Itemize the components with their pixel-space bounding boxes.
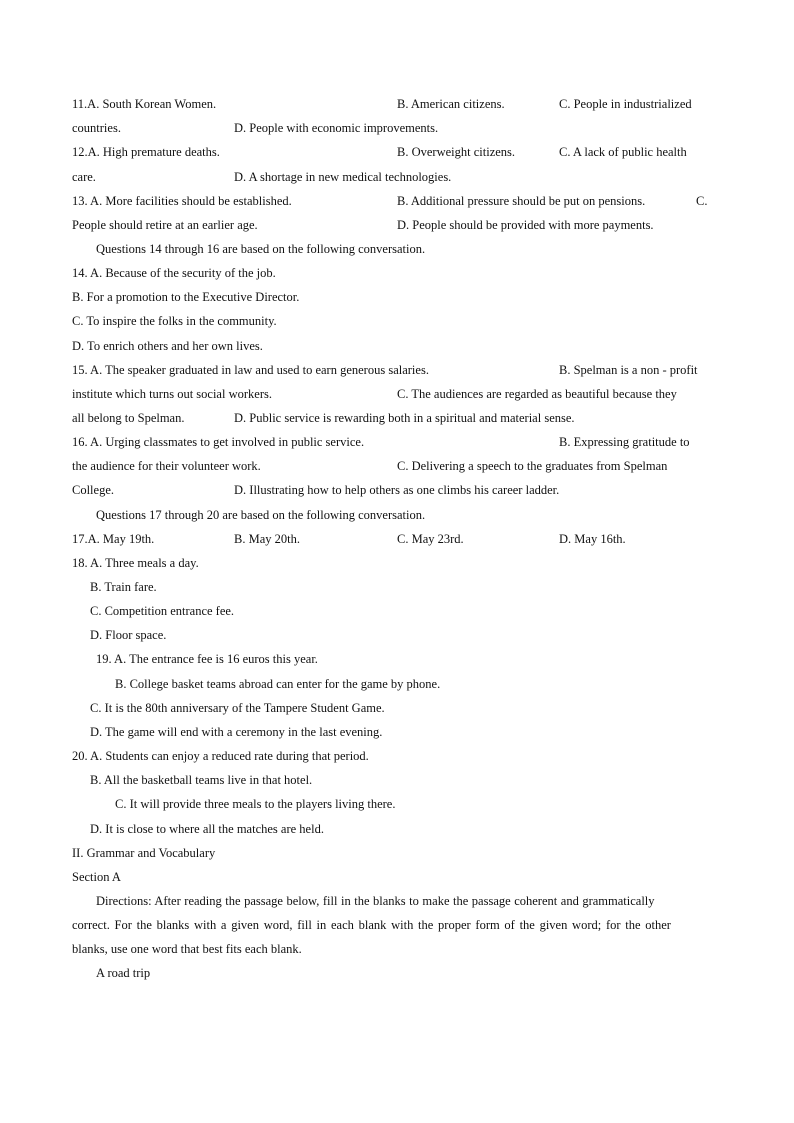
passage-title: A road trip xyxy=(96,966,151,980)
question-14-option-a xyxy=(0,264,794,282)
q12-option-a: 12.A. High premature deaths. xyxy=(72,145,220,159)
q12-option-b: B. Overweight citizens. xyxy=(397,145,516,159)
q17-option-a: 17.A. May 19th. xyxy=(72,532,155,546)
q11-option-b: B. American citizens. xyxy=(397,97,505,111)
q18-option-d: D. Floor space. xyxy=(90,628,167,642)
question-17-line xyxy=(0,530,794,548)
question-20-option-d xyxy=(0,820,794,838)
section-note-17-20 xyxy=(0,506,794,524)
q16-option-c: C. Delivering a speech to the graduates from Spelman xyxy=(397,459,668,473)
q18-option-a: 18. A. Three meals a day. xyxy=(72,556,199,570)
section-a-title: Section A xyxy=(72,870,121,884)
q17-option-b: B. May 20th. xyxy=(234,532,300,546)
question-16-line-1 xyxy=(0,433,794,451)
q11-option-d: D. People with economic improvements. xyxy=(234,121,439,135)
q14-option-c: C. To inspire the folks in the community. xyxy=(72,314,277,328)
q14-option-d: D. To enrich others and her own lives. xyxy=(72,339,263,353)
question-15-line-3 xyxy=(0,409,794,427)
q18-option-b: B. Train fare. xyxy=(90,580,157,594)
q12-option-d: D. A shortage in new medical technologies. xyxy=(234,170,452,184)
question-18-option-c xyxy=(0,602,794,620)
q13-option-b: B. Additional pressure should be put on pensions. xyxy=(397,194,646,208)
question-18-option-d xyxy=(0,626,794,644)
question-11-line-2 xyxy=(0,119,794,137)
q15-option-b: B. Spelman is a non - profit xyxy=(559,363,698,377)
question-15-line-2 xyxy=(0,385,794,403)
question-12-line-1 xyxy=(0,143,794,161)
q17-option-d: D. May 16th. xyxy=(559,532,626,546)
directions-text-3: blanks, use one word that best fits each blank. xyxy=(72,942,302,956)
question-19-option-d xyxy=(0,723,794,741)
question-14-option-d xyxy=(0,337,794,355)
q16-option-d: D. Illustrating how to help others as one climbs his career ladder. xyxy=(234,483,560,497)
q13-option-d: D. People should be provided with more payments. xyxy=(397,218,654,232)
q13-option-c: People should retire at an earlier age. xyxy=(72,218,258,232)
q20-option-b: B. All the basketball teams live in that hotel. xyxy=(90,773,313,787)
q13-option-a: 13. A. More facilities should be established. xyxy=(72,194,292,208)
section-note-text: Questions 14 through 16 are based on the following conversation. xyxy=(96,242,426,256)
section-note-text: Questions 17 through 20 are based on the following conversation. xyxy=(96,508,426,522)
question-18-option-a xyxy=(0,554,794,572)
question-16-line-3 xyxy=(0,481,794,499)
q15-option-c-cont: all belong to Spelman. xyxy=(72,411,185,425)
q19-option-d: D. The game will end with a ceremony in the last evening. xyxy=(90,725,383,739)
q14-option-b: B. For a promotion to the Executive Director. xyxy=(72,290,300,304)
question-19-option-a xyxy=(0,650,794,668)
section-heading xyxy=(0,868,794,886)
q17-option-c: C. May 23rd. xyxy=(397,532,464,546)
q16-option-b: B. Expressing gratitude to xyxy=(559,435,690,449)
directions-text-2: correct. For the blanks with a given word, fill in each blank with the proper form of the given word; for the other xyxy=(72,918,671,932)
q11-option-a: 11.A. South Korean Women. xyxy=(72,97,217,111)
q14-option-a: 14. A. Because of the security of the job. xyxy=(72,266,276,280)
question-12-line-2 xyxy=(0,168,794,186)
directions-line-1 xyxy=(0,892,794,910)
section-note-14-16 xyxy=(0,240,794,258)
q12-option-c: C. A lack of public health xyxy=(559,145,687,159)
question-15-line-1 xyxy=(0,361,794,379)
q15-option-d: D. Public service is rewarding both in a spiritual and material sense. xyxy=(234,411,575,425)
question-11-line-1 xyxy=(0,95,794,113)
q11-option-c: C. People in industrialized xyxy=(559,97,692,111)
q16-option-b-cont: the audience for their volunteer work. xyxy=(72,459,261,473)
question-14-option-c xyxy=(0,312,794,330)
question-13-line-1 xyxy=(0,192,794,210)
question-18-option-b xyxy=(0,578,794,596)
q18-option-c: C. Competition entrance fee. xyxy=(90,604,235,618)
part-ii-title: II. Grammar and Vocabulary xyxy=(72,846,216,860)
q15-option-c: C. The audiences are regarded as beautiful because they xyxy=(397,387,677,401)
q15-option-a: 15. A. The speaker graduated in law and used to earn generous salaries. xyxy=(72,363,429,377)
question-20-option-c xyxy=(0,795,794,813)
question-19-option-c xyxy=(0,699,794,717)
directions-line-3 xyxy=(0,940,794,958)
part-heading xyxy=(0,844,794,862)
q19-option-c: C. It is the 80th anniversary of the Tampere Student Game. xyxy=(90,701,385,715)
q20-option-c: C. It will provide three meals to the players living there. xyxy=(115,797,396,811)
question-16-line-2 xyxy=(0,457,794,475)
q16-option-a: 16. A. Urging classmates to get involved in public service. xyxy=(72,435,365,449)
question-20-option-b xyxy=(0,771,794,789)
question-13-line-2 xyxy=(0,216,794,234)
directions-line-2 xyxy=(0,916,794,934)
directions-text-1: Directions: After reading the passage below, fill in the blanks to make the passage coherent and grammatically xyxy=(96,894,655,908)
question-14-option-b xyxy=(0,288,794,306)
q19-option-a: 19. A. The entrance fee is 16 euros this year. xyxy=(96,652,318,666)
q20-option-a: 20. A. Students can enjoy a reduced rate during that period. xyxy=(72,749,369,763)
q15-option-b-cont: institute which turns out social workers. xyxy=(72,387,272,401)
question-19-option-b xyxy=(0,675,794,693)
passage-title-line xyxy=(0,964,794,982)
q13-option-c-label: C. xyxy=(696,194,708,208)
q11-option-c-cont: countries. xyxy=(72,121,121,135)
q20-option-d: D. It is close to where all the matches are held. xyxy=(90,822,324,836)
question-20-option-a xyxy=(0,747,794,765)
q16-option-c-cont: College. xyxy=(72,483,115,497)
q19-option-b: B. College basket teams abroad can enter for the game by phone. xyxy=(115,677,441,691)
q12-option-c-cont: care. xyxy=(72,170,96,184)
